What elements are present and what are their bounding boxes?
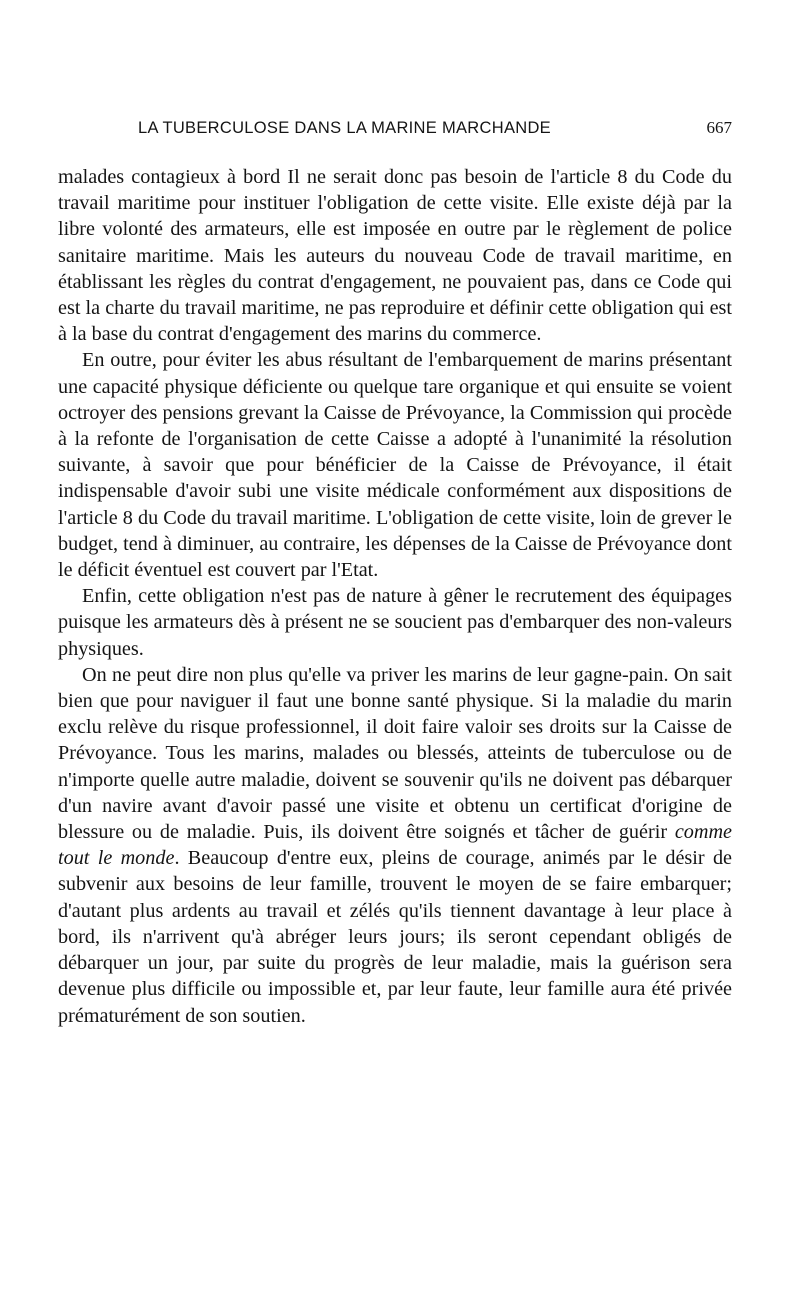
paragraph-4-italic-phrase: comme tout le monde [58, 821, 732, 870]
paragraph-2: En outre, pour éviter les abus résultant de l'embarquement de marins présentant une capacité physique déficiente ou quelque tare organique et qui ensuite se voient octroyer des pensions grevant la Caisse de Prévoyance, la Commission qui procède à la refonte de l'organisation de cette Caisse a adopté à l'unanimité la résolution suivante, à savoir que pour bénéficier de la Caisse de Prévoyance, il était indispensable d'avoir subi une visite médicale conformément aux dispositions de l'article 8 du Code du travail maritime. L'obligation de cette visite, loin de grever le budget, tend à diminuer, au contraire, les dépenses de la Caisse de Prévoyance dont le déficit éventuel est couvert par l'Etat. [58, 349, 732, 582]
paragraph-4-text-before: On ne peut dire non plus qu'elle va priver les marins de leur gagne-pain. On sait bien que pour naviguer il faut une bonne santé physique. Si la maladie du marin exclu relève du risque professionnel, il doit faire valoir ses droits sur la Caisse de Prévoyance. Tous les marins, malades ou blessés, atteints de tuberculose ou de n'importe quelle autre maladie, doivent se souvenir qu'ils ne doivent pas débarquer d'un navire avant d'avoir passé une visite et obtenu un certificat d'origine de blessure ou de maladie. Puis, ils doivent être soignés et tâcher de guérir [58, 663, 732, 844]
running-head [58, 118, 732, 144]
page-number: 667 [706, 118, 732, 137]
paragraph-4-text-after: . Beaucoup d'entre eux, pleins de courage, animés par le désir de subvenir aux besoins de leur famille, trouvent le moyen de se faire embarquer; d'autant plus ardents au travail et zélés qu'ils tiennent davantage à leur place à bord, ils n'arrivent qu'à abréger leurs jours; ils seront cependant obligés de débarquer un jour, par suite du progrès de leur maladie, mais la guérison sera devenue plus difficile ou impossible et, par leur faute, leur famille aura été privée prématurément de son soutien. [58, 847, 732, 1027]
paragraph-3: Enfin, cette obligation n'est pas de nature à gêner le recrutement des équipages puisque les armateurs dès à présent ne se soucient pas d'embarquer des non-valeurs physiques. [58, 585, 732, 660]
paragraph-4 [58, 662, 732, 1029]
running-title: LA TUBERCULOSE DANS LA MARINE MARCHANDE [138, 119, 551, 137]
paragraph-1: malades contagieux à bord Il ne serait donc pas besoin de l'article 8 du Code du travail maritime pour instituer l'obligation de cette visite. Elle existe déjà par la libre volonté des armateurs, elle est imposée en outre par le règlement de police sanitaire maritime. Mais les auteurs du nouveau Code de travail maritime, en établissant les règles du contrat d'engagement, ne pouvaient pas, dans ce Code qui est la charte du travail maritime, ne pas reproduire et définir cette obligation qui est à la base du contrat d'engagement des marins du commerce. [58, 166, 732, 346]
book-page [58, 118, 732, 1029]
body-text [58, 164, 732, 1029]
